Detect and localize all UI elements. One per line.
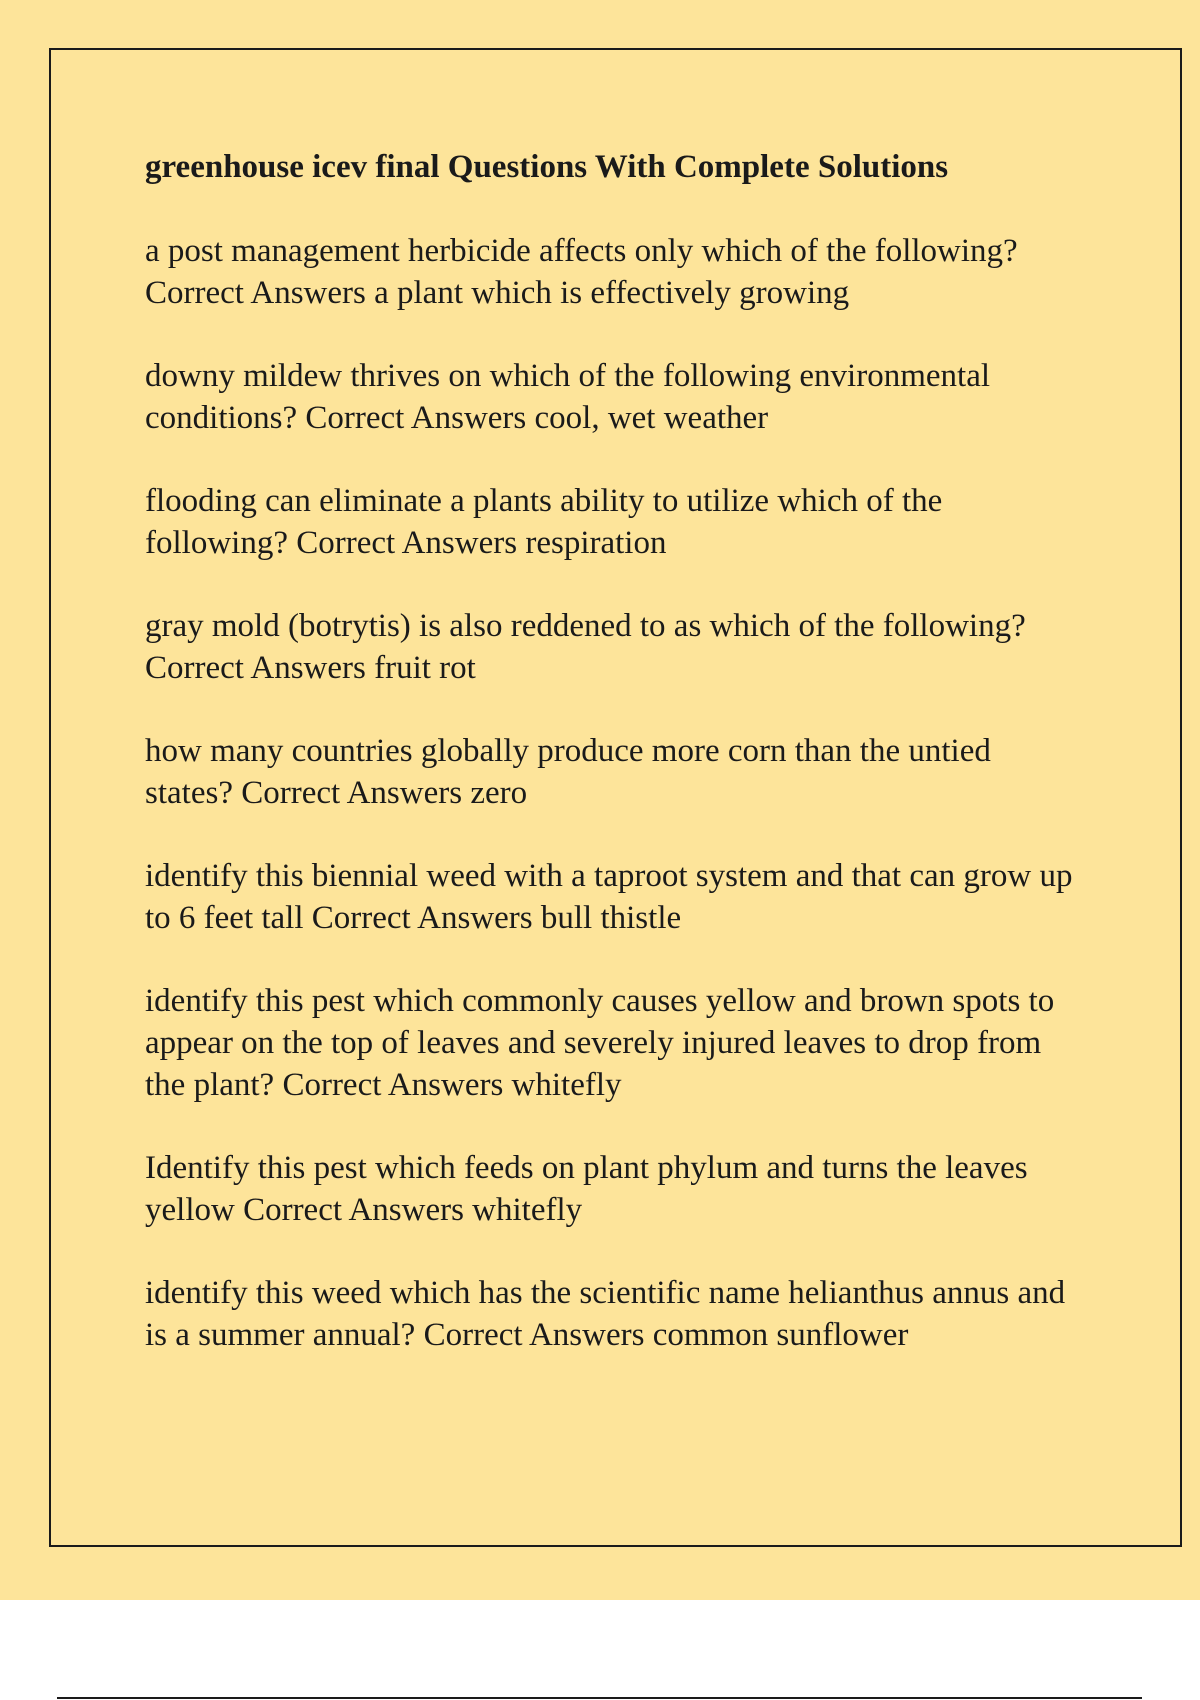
question-item-1: a post management herbicide affects only which of the following? Correct Answers a plant which is effectively growing [145,233,1018,311]
question-item-5: how many countries globally produce more corn than the untied states? Correct Answers zero [145,733,991,811]
question-item-3: flooding can eliminate a plants ability to utilize which of the following? Correct Answers respiration [145,483,943,561]
document-title: greenhouse icev final Questions With Complete Solutions [145,149,949,185]
question-item-8: Identify this pest which feeds on plant phylum and turns the leaves yellow Correct Answers whitefly [145,1150,1028,1228]
footer-divider [57,1697,1142,1699]
question-item-2: downy mildew thrives on which of the following environmental conditions? Correct Answers cool, wet weather [145,358,991,436]
question-item-9: identify this weed which has the scientific name helianthus annus and is a summer annual? Correct Answers common sunflower [145,1275,1066,1353]
question-item-6: identify this biennial weed with a taproot system and that can grow up to 6 feet tall Correct Answers bull thistle [145,858,1073,936]
question-list [145,230,1085,1397]
question-item-7: identify this pest which commonly causes yellow and brown spots to appear on the top of leaves and severely injured leaves to drop from the plant? Correct Answers whitefly [145,983,1055,1103]
question-item-4: gray mold (botrytis) is also reddened to as which of the following? Correct Answers fruit rot [145,608,1026,686]
